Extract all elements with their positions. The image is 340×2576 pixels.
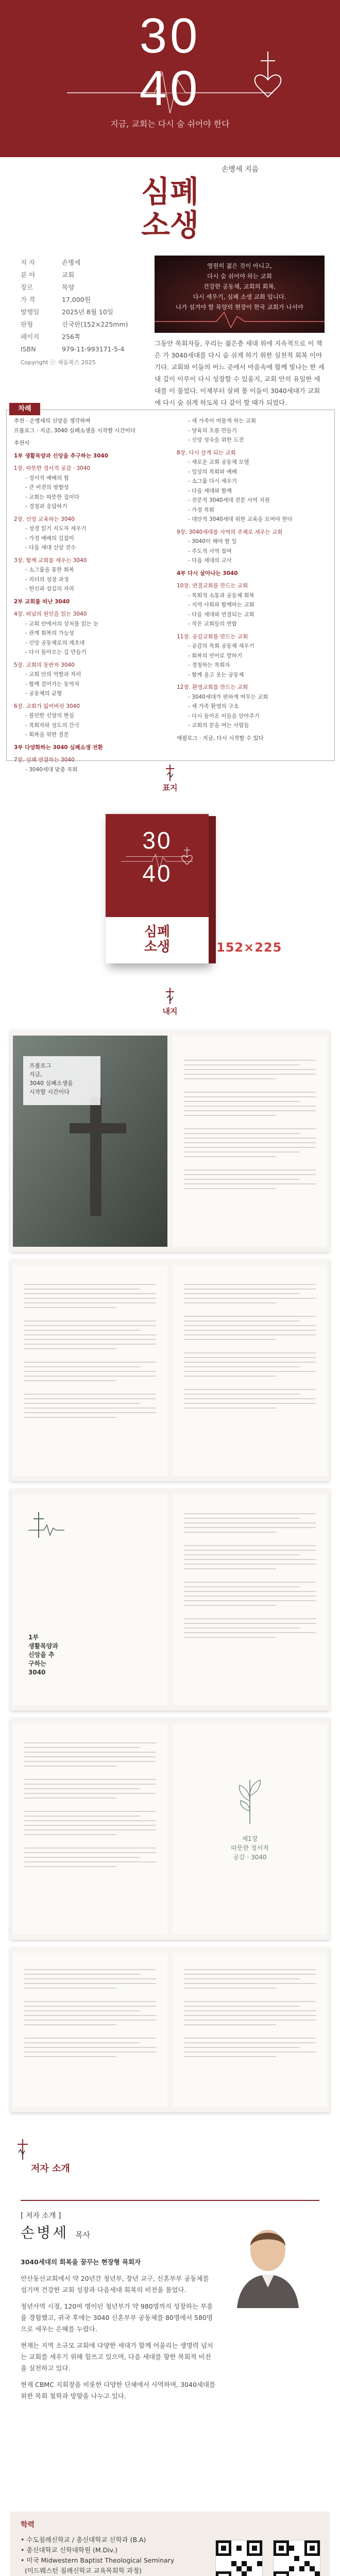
toc-left-column — [14, 416, 168, 774]
toc-subitem: - 소그룹을 통한 회복 — [25, 567, 74, 573]
info-row — [21, 269, 144, 281]
toc-subitem: - 지역 사회와 함께하는 교회 — [188, 602, 254, 608]
toc-chapter: 2장. 신앙 교육하는 3040 — [14, 516, 75, 522]
author-bio-paragraph: 현재는 지역 소규모 교회에 다양한 세대가 함께 어울리는 생명력 넘치는 교회를 세우기 위해 힘쓰고 있으며, 다음 세대를 향한 목회적 비전을 실천하고 있다. — [21, 2342, 213, 2372]
author-logo-icon — [15, 2138, 30, 2163]
chapter-heading-line: 제1장 — [242, 1835, 258, 1842]
inner-spread-3 — [10, 1489, 330, 1710]
toc-subitem: - 경청하는 목회자 — [188, 662, 230, 668]
toc-subitem: - 함께 걸어가는 동역자 — [25, 681, 80, 687]
page-right — [173, 1265, 327, 1476]
part-label — [28, 1633, 59, 1677]
chapter-chip — [23, 1056, 100, 1105]
youtube-qr-code[interactable] — [215, 2540, 263, 2576]
toc-chapter: 1장. 따뜻한 정서적 공감 · 3040 — [14, 465, 91, 471]
info-value: 교회 — [62, 271, 75, 279]
chapter-heading-line: 공감 · 3040 — [233, 1854, 267, 1861]
info-label: 분 야 — [21, 271, 36, 279]
toc-subitem: - 교회는 따뜻한 집이다 — [25, 494, 80, 500]
cover-logo-icon — [164, 764, 176, 784]
page-right — [173, 1953, 327, 2107]
book-spine — [209, 816, 216, 963]
table-of-contents — [6, 410, 335, 773]
author-bio — [21, 2257, 216, 2407]
toc-subitem: - 교회의 문을 여는 사람들 — [188, 722, 249, 728]
toc-subitem: - 회복을 위한 질문 — [25, 732, 69, 738]
book-cover-mockup — [106, 814, 209, 963]
body-text-block — [184, 1965, 316, 2061]
info-value: 목양 — [62, 283, 75, 291]
toc-chapter: 11장. 공감교회를 만드는 교회 — [177, 633, 248, 640]
info-value: 17,000원 — [62, 296, 91, 303]
hero-author: 손병세 지음 — [222, 165, 259, 174]
body-text-block — [24, 1280, 156, 1421]
page-left — [13, 1953, 167, 2107]
profile-item: (미드웨스턴 침례신학교 교육목회학 과정) — [21, 2567, 142, 2574]
info-value: 256쪽 — [62, 333, 80, 341]
page-right — [173, 1723, 327, 1935]
toc-subitem: - 성경 읽기 지도자 세우기 — [25, 526, 87, 532]
toc-subitem: - 신앙 공동체로의 재초대 — [25, 639, 85, 646]
toc-subitem: - 3040이 해야 할 일 — [188, 538, 237, 545]
inner-spread-1 — [10, 1030, 330, 1252]
part-label-line: 3040 — [28, 1669, 46, 1676]
toc-chapter: 10장. 연결교회를 만드는 교회 — [177, 583, 248, 589]
toc-subitem: - 불안한 신앙의 현실 — [25, 713, 74, 719]
inner-label: 내지 — [162, 1007, 178, 1016]
info-row — [21, 294, 144, 306]
hero-title-line1: 심폐 — [141, 174, 199, 209]
toc-subitem: - 3040세대 맞춤 목회 — [25, 766, 78, 773]
author-bio-paragraph: 안산동산교회에서 약 20년간 청년부, 장년 교구, 신혼부부 공동체를 섬기며 건강한 교회 성장과 다음세대 회복의 비전을 품었다. — [21, 2275, 209, 2294]
toc-subitem: - 가정 목회 — [188, 506, 215, 513]
inner-spread-2 — [10, 1260, 330, 1481]
book-number-bottom: 40 — [142, 860, 172, 887]
cover-label: 표지 — [162, 783, 178, 792]
toc-chapter: 9장. 3040세대를 사역의 주체로 세우는 교회 — [177, 529, 283, 535]
toc-subitem: - 함께 울고 웃는 공동체 — [188, 671, 244, 678]
author-name-suffix: 목사 — [75, 2230, 91, 2240]
toc-subitem: - 일상의 목회와 예배 — [188, 468, 237, 475]
chip-line: 3040 심폐소생을 — [29, 1080, 73, 1087]
toc-entry: 추천 · 손병세의 신앙을 생각하며 — [14, 418, 91, 424]
inner-spread-5 — [10, 1947, 330, 2112]
toc-subitem: - 다시 돌아온 이들을 안아주기 — [188, 713, 260, 719]
info-label: 가 격 — [21, 296, 36, 303]
hero-title-line2: 소생 — [141, 207, 199, 243]
info-value: 손병세 — [62, 259, 81, 266]
toc-part-heading: 3부 다양화하는 3040 심폐소생 전환 — [14, 744, 103, 751]
body-text-block — [184, 1280, 316, 1412]
chip-line: 프롤로그 — [29, 1062, 52, 1069]
author-role: [ 저자 소개 ] — [21, 2212, 61, 2220]
plant-icon — [234, 1770, 265, 1826]
toc-subitem: - 관계 회복의 가능성 — [25, 630, 74, 636]
promo-line: 영원히 젊은 것이 아니고, — [207, 262, 272, 269]
profile-item: • 수도침례신학교 / 총신대학교 신학과 (B.A) — [21, 2536, 146, 2544]
toc-subitem: - 헌신과 섬김의 자리 — [25, 586, 74, 592]
hero-number-bottom: 40 — [139, 61, 201, 116]
author-bio-paragraph: 청년사역 시절, 120여 명이던 청년부가 약 980명까지 성장하는 부흥을 경험했고, 귀국 후에는 3040 신혼부부 공동체를 80명에서 580명으로 세우는 은혜를 누렸다. — [21, 2302, 213, 2333]
book-info-table — [21, 257, 144, 369]
toc-chapter: 4장. 떠남의 원인을 읽는 3040 — [14, 611, 87, 617]
chip-line: 지금, — [29, 1071, 42, 1078]
info-label: 페이지 — [21, 333, 40, 341]
hero-number-top: 30 — [139, 8, 201, 63]
toc-subitem: - 큰 비전의 방향성 — [25, 484, 69, 490]
info-row — [21, 331, 144, 343]
toc-entry: 프롤로그 · 지금, 3040 심폐소생을 시작할 시간이다 — [14, 427, 135, 434]
info-row — [21, 343, 144, 355]
toc-subitem: - 새 가족이 머물게 하는 교회 — [188, 418, 257, 424]
toc-part-heading: 4부 다시 살아나는 3040 — [177, 570, 238, 577]
promo-line: 다시 세우기, 심폐 소생 교회 입니다. — [193, 293, 286, 300]
toc-subitem: - 대안적 3040세대 위한 교육을 모여야 한다 — [188, 516, 293, 522]
info-label: ISBN — [21, 345, 36, 353]
toc-subitem: - 교회 안의 역할과 자리 — [25, 671, 81, 677]
info-value: 979-11-993171-5-4 — [62, 345, 125, 353]
info-label: 발행일 — [21, 308, 40, 316]
book-title — [106, 925, 209, 954]
info-label: 판형 — [21, 320, 33, 328]
author-name-block — [21, 2222, 90, 2242]
page-right — [173, 1036, 327, 1247]
toc-subitem: - 다음 세대 신앙 전수 — [25, 545, 76, 551]
info-row — [21, 318, 144, 331]
body-text-block — [184, 1056, 316, 1193]
profile-item: • 총신대학교 신학대학원 (M.Div.) — [21, 2546, 118, 2554]
copyright: Copyright ⓒ 세움북스 2025 — [21, 359, 96, 366]
body-text-block — [24, 1965, 156, 2061]
book-description: 그동안 목회자들, 우리는 젊은층 세대 위에 지속적으로 이 책은 가 3040세대를 다시 숨 쉬게 하기 위한 실천적 회복 이야기다. 교회와 이들의 어느 곳에서 마음속에 함께 빛나는 한 세대 깊이 이루이 다시 성장할 수 있을지, 교회 안의 유일한 세대를 이 물었다. 이제부터 살펴 볼 이들이 3040세대가 교회에 다시 숨 쉬게 하도록 다 같이 할 때가 되었다. — [155, 340, 325, 406]
toc-subitem: - 새로운 교회 공동체 모델 — [188, 459, 249, 465]
body-text-block — [24, 1739, 156, 1871]
profile-item: • 미국 Midwestern Baptist Theological Seminary — [21, 2556, 175, 2564]
info-row — [21, 257, 144, 269]
promo-text — [165, 261, 314, 312]
promo-line: 건강한 공동체, 교회의 회복, — [203, 283, 276, 290]
part-label-line: 1부 — [28, 1634, 39, 1641]
inner-spread-4 — [10, 1718, 330, 1940]
author-section-label: 저자 소개 — [31, 2163, 70, 2174]
toc-chapter: 8장. 다시 살게 되는 교회 — [177, 449, 236, 456]
info-row — [21, 306, 144, 318]
toc-part-heading: 1부 생활목양과 신앙을 추구하는 3040 — [14, 452, 109, 459]
toc-subitem: - 다음 세대의 교사 — [188, 557, 232, 564]
info-value: 2025년 8월 10일 — [62, 308, 113, 316]
toc-entry: 추천사 — [14, 440, 30, 446]
toc-subitem: - 전문적 3040세대 전문 사역 지원 — [188, 497, 270, 503]
author-photo — [216, 2205, 319, 2308]
author-portrait-graphic — [216, 2205, 319, 2308]
toc-subitem: - 3040세대가 편하게 머무는 교회 — [188, 693, 268, 700]
toc-subitem: - 양육의 흐름 만들기 — [188, 427, 237, 434]
hero-banner — [0, 0, 340, 247]
info-label: 장르 — [21, 283, 33, 291]
toc-subitem: - 다시 돌아오는 길 만들기 — [25, 649, 87, 655]
toc-subitem: - 목회적 소통과 공동체 회복 — [188, 592, 254, 599]
part-label-line: 신앙을 추구하는 — [28, 1651, 55, 1667]
qr-code-icon — [216, 2540, 262, 2576]
toc-tab: 차례 — [9, 403, 40, 415]
toc-chapter: 3장. 함께 교회를 세우는 3040 — [14, 557, 87, 564]
toc-subitem: - 공동체의 균형 — [25, 690, 62, 697]
toc-subitem: - 신앙 성숙을 위한 도전 — [188, 437, 244, 443]
page-right — [173, 1494, 327, 1705]
body-text-block — [184, 1510, 316, 1641]
page-left — [13, 1723, 167, 1935]
info-label: 저 자 — [21, 259, 36, 266]
toc-chapter: 7장. 심폐 연결하는 3040 — [14, 757, 75, 763]
chapter-heading-line: 따뜻한 정서적 — [231, 1844, 269, 1852]
toc-subitem: - 목회자와 성도의 간극 — [25, 722, 80, 728]
book-title-line2: 소생 — [144, 939, 171, 955]
toc-subitem: - 교회 안에서의 상처를 읽는 눈 — [25, 620, 99, 627]
toc-subitem: - 다음 세대와 연결되는 교회 — [188, 611, 254, 618]
book-divider — [126, 856, 188, 857]
toc-part-heading: 2부 교회를 떠난 3040 — [14, 598, 70, 605]
author-bio-headline: 3040세대의 회복을 꿈꾸는 현장형 목회자 — [21, 2258, 141, 2266]
size-label: 152×225 — [216, 940, 282, 955]
toc-subitem: - 다음 세대와 함께 — [188, 487, 232, 494]
hero-subtitle: 지금, 교회는 다시 숨 쉬어야 한다 — [110, 119, 230, 129]
cross-ekg-icon — [28, 1510, 64, 1540]
page-left — [13, 1036, 167, 1247]
inner-logo-icon — [164, 987, 176, 1007]
toc-subitem: - 공감의 목회 공동체 세우기 — [188, 643, 254, 649]
toc-subitem: - 경청과 응답하기 — [25, 503, 67, 510]
hero-title — [0, 175, 340, 242]
toc-subitem: - 가정 예배의 길잡이 — [25, 535, 74, 541]
author-name: 손병세 — [21, 2224, 69, 2241]
info-value: 신국판(152×225mm) — [62, 320, 128, 328]
toc-subitem: - 소그룹 다시 세우기 — [188, 478, 237, 484]
toc-subitem: - 작은 교회들의 연합 — [188, 621, 237, 627]
chapter-heading — [173, 1834, 327, 1862]
info-row — [21, 281, 144, 294]
toc-subitem: - 회복의 언어로 말하기 — [188, 652, 243, 659]
promo-line: 다시 숨 쉬어야 하는 교회 — [207, 273, 272, 280]
author-bio-paragraph: 현재 CBMC 지회장을 비롯한 다양한 단체에서 사역하며, 3040세대를 위한 목회 철학과 방향을 나누고 있다. — [21, 2381, 216, 2400]
qr-code-icon — [274, 2540, 320, 2576]
toc-chapter: 6장. 교회가 잃어버린 3040 — [14, 703, 80, 709]
book-number-top: 30 — [142, 827, 172, 854]
book-title-line1: 심폐 — [144, 924, 171, 940]
chip-line: 시작할 시간이다 — [29, 1089, 70, 1095]
page-left — [13, 1494, 167, 1705]
toc-chapter: 12장. 환영교회를 만드는 교회 — [177, 684, 248, 690]
toc-entry: 에필로그 · 지금, 다시 시작할 수 있다 — [177, 735, 264, 741]
promo-line: 나가 섬겨야 할 목양의 현장이 한국 교회가 나서야 — [176, 303, 303, 311]
toc-right-column — [177, 416, 326, 743]
toc-subitem: - 리더의 성장 과정 — [25, 576, 69, 583]
page-left — [13, 1265, 167, 1476]
part-label-line: 생활목양과 — [28, 1642, 58, 1650]
toc-subitem: - 주도적 사역 참여 — [188, 548, 232, 554]
author-divider — [21, 2200, 319, 2201]
profile-title: 학력 — [21, 2521, 35, 2529]
toc-chapter: 5장. 교회의 동반자 3040 — [14, 662, 75, 668]
instagram-qr-code[interactable] — [273, 2540, 320, 2576]
toc-subitem: - 정서적 예배의 힘 — [25, 474, 69, 481]
profile-list — [21, 2535, 174, 2576]
toc-subitem: - 새 가족 환영의 구조 — [188, 703, 239, 709]
